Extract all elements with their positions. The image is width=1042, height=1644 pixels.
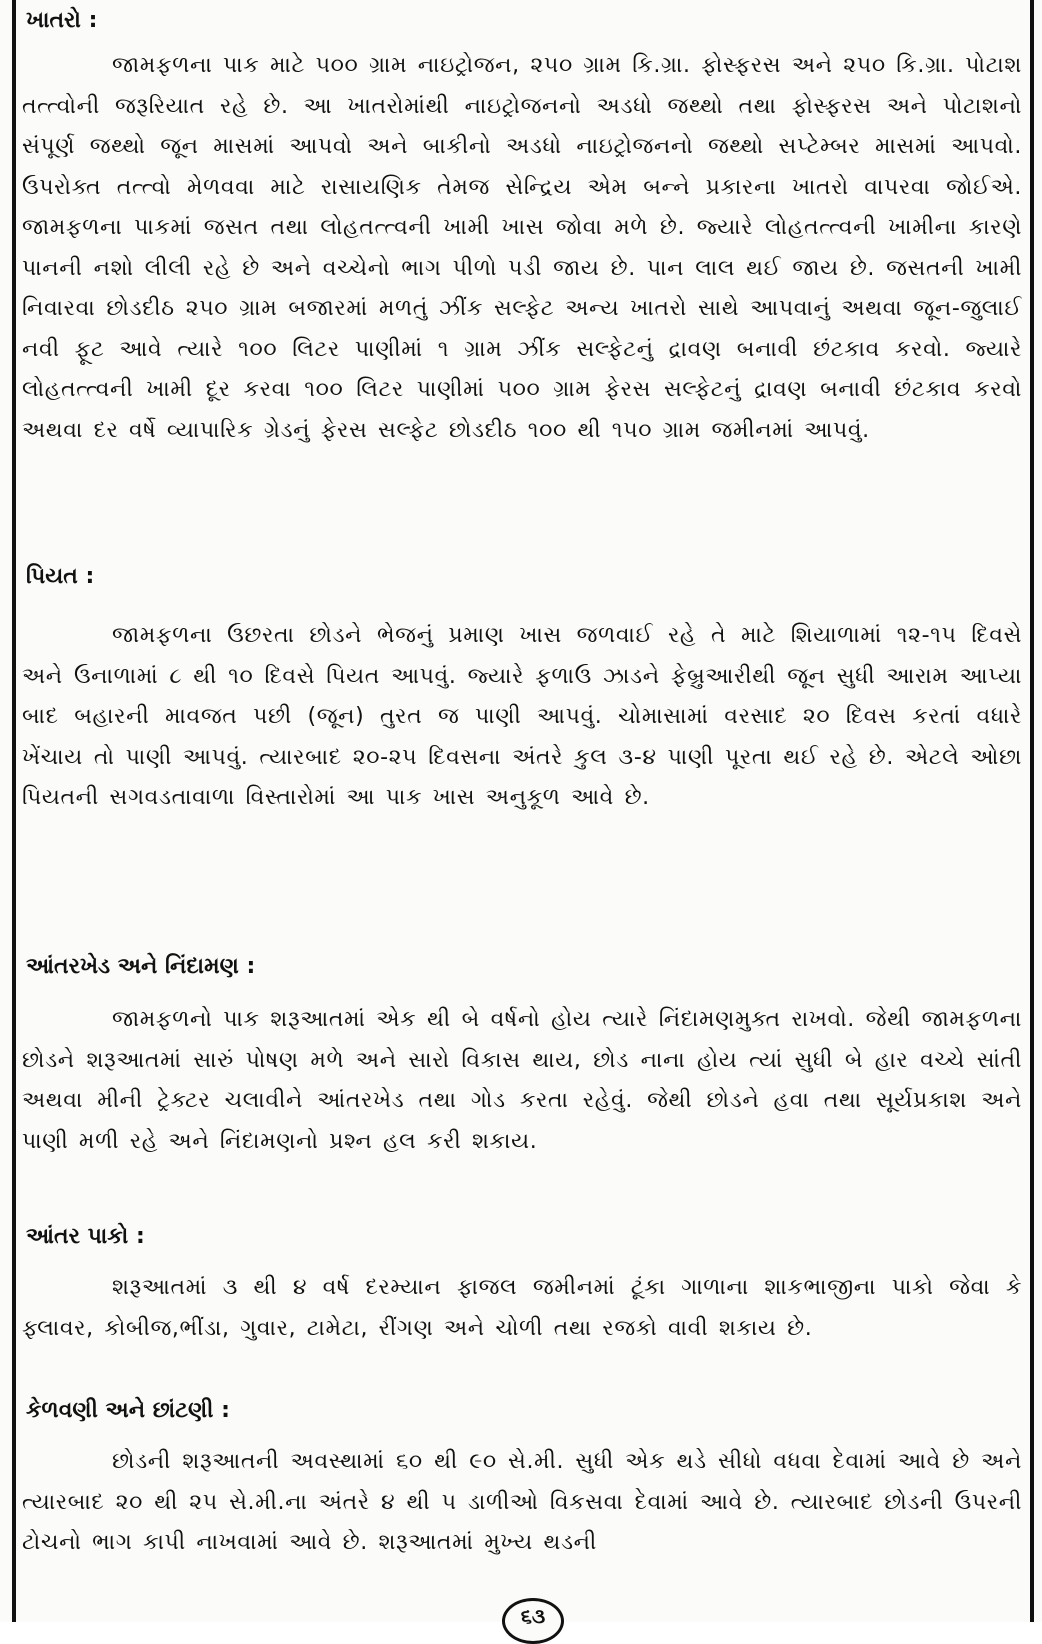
- section-intercrops: [22, 1222, 1022, 1349]
- section-heading: ખાતરો :: [26, 8, 98, 33]
- page-border-left: [12, 0, 16, 1622]
- page-border-right: [1030, 0, 1034, 1622]
- section-irrigation: [22, 562, 1022, 819]
- section-intercultivation-weeding: [22, 952, 1022, 1162]
- section-training-pruning: [22, 1396, 1022, 1564]
- section-fertilizers: [22, 6, 1022, 451]
- section-paragraph: જામફળના પાક માટે ૫૦૦ ગ્રામ નાઇટ્રોજન, ૨૫૦ ગ્રામ કિ.ગ્રા. ફોસ્ફરસ અને ૨૫૦ કિ.ગ્રા. પોટાશ તત્ત્વોની જરૂરિયાત રહે છે. આ ખાતરોમાંથી નાઇટ્રોજનનો અડધો જથ્થો તથા ફોસ્ફરસ અને પોટાશનો સંપૂર્ણ જથ્થો જૂન માસમાં આપવો અને બાકીનો અડધો નાઇટ્રોજનનો જથ્થો સપ્ટેમ્બર માસમાં આપવો. ઉપરોક્ત તત્ત્વો મેળવવા માટે રાસાયણિક તેમજ સેન્દ્રિય એમ બન્ને પ્રકારના ખાતરો વાપરવા જોઈએ. જામફળના પાકમાં જસત તથા લોહતત્ત્વની ખામી ખાસ જોવા મળે છે. જ્યારે લોહતત્ત્વની ખામીના કારણે પાનની નશો લીલી રહે છે અને વચ્ચેનો ભાગ પીળો પડી જાય છે. પાન લાલ થઈ જાય છે. જસતની ખામી નિવારવા છોડદીઠ ૨૫૦ ગ્રામ બજારમાં મળતું ઝીંક સલ્ફેટ અન્ય ખાતરો સાથે આપવાનું અથવા જૂન-જુલાઈ નવી ફૂટ આવે ત્યારે ૧૦૦ લિટર પાણીમાં ૧ ગ્રામ ઝીંક સલ્ફેટનું દ્રાવણ બનાવી છંટકાવ કરવો. જ્યારે લોહતત્ત્વની ખામી દૂર કરવા ૧૦૦ લિટર પાણીમાં ૫૦૦ ગ્રામ ફેરસ સલ્ફેટનું દ્રાવણ બનાવી છંટકાવ કરવો અથવા દર વર્ષે વ્યાપારિક ગ્રેડનું ફેરસ સલ્ફેટ છોડદીઠ ૧૦૦ થી ૧૫૦ ગ્રામ જમીનમાં આપવું.: [22, 53, 1022, 443]
- section-heading: આંતર પાકો :: [26, 1224, 145, 1249]
- section-paragraph: જામફળના ઉછરતા છોડને ભેજનું પ્રમાણ ખાસ જળવાઈ રહે તે માટે શિયાળામાં ૧૨-૧૫ દિવસે અને ઉનાળામાં ૮ થી ૧૦ દિવસે પિયત આપવું. જ્યારે ફળાઉ ઝાડને ફેબ્રુઆરીથી જૂન સુધી આરામ આપ્યા બાદ બહારની માવજત પછી (જૂન) તુરત જ પાણી આપવું. ચોમાસામાં વરસાદ ૨૦ દિવસ કરતાં વધારે ખેંચાય તો પાણી આપવું. ત્યારબાદ ૨૦-૨૫ દિવસના અંતરે કુલ ૩-૪ પાણી પૂરતા થઈ રહે છે. એટલે ઓછા પિયતની સગવડતાવાળા વિસ્તારોમાં આ પાક ખાસ અનુકૂળ આવે છે.: [22, 623, 1023, 810]
- section-paragraph: શરૂઆતમાં ૩ થી ૪ વર્ષ દરમ્યાન ફાજલ જમીનમાં ટૂંકા ગાળાના શાકભાજીના પાકો જેવા કે ફ્લાવર, કોબીજ,ભીંડા, ગુવાર, ટામેટા, રીંગણ અને ચોળી તથા રજકો વાવી શકાય છે.: [22, 1275, 1022, 1341]
- page-number: ૬૩: [502, 1598, 564, 1644]
- section-paragraph: છોડની શરૂઆતની અવસ્થામાં ૬૦ થી ૯૦ સે.મી. સુધી એક થડે સીધો વધવા દેવામાં આવે છે અને ત્યારબાદ ૨૦ થી ૨૫ સે.મી.ના અંતરે ૪ થી ૫ ડાળીઓ વિકસવા દેવામાં આવે છે. ત્યારબાદ છોડની ઉપરની ટોચનો ભાગ કાપી નાખવામાં આવે છે. શરૂઆતમાં મુખ્ય થડની: [22, 1449, 1022, 1555]
- section-heading: પિયત :: [26, 564, 95, 589]
- section-paragraph: જામફળનો પાક શરૂઆતમાં એક થી બે વર્ષનો હોય ત્યારે નિંદામણમુક્ત રાખવો. જેથી જામફળના છોડને શરૂઆતમાં સારું પોષણ મળે અને સારો વિકાસ થાય, છોડ નાના હોય ત્યાં સુધી બે હાર વચ્ચે સાંતી અથવા મીની ટ્રેક્ટર ચલાવીને આંતરખેડ તથા ગોડ કરતા રહેવું. જેથી છોડને હવા તથા સૂર્યપ્રકાશ અને પાણી મળી રહે અને નિંદામણનો પ્રશ્ન હલ કરી શકાય.: [22, 1007, 1022, 1154]
- section-heading: આંતરખેડ અને નિંદામણ :: [26, 954, 256, 979]
- section-heading: કેળવણી અને છાંટણી :: [26, 1398, 230, 1423]
